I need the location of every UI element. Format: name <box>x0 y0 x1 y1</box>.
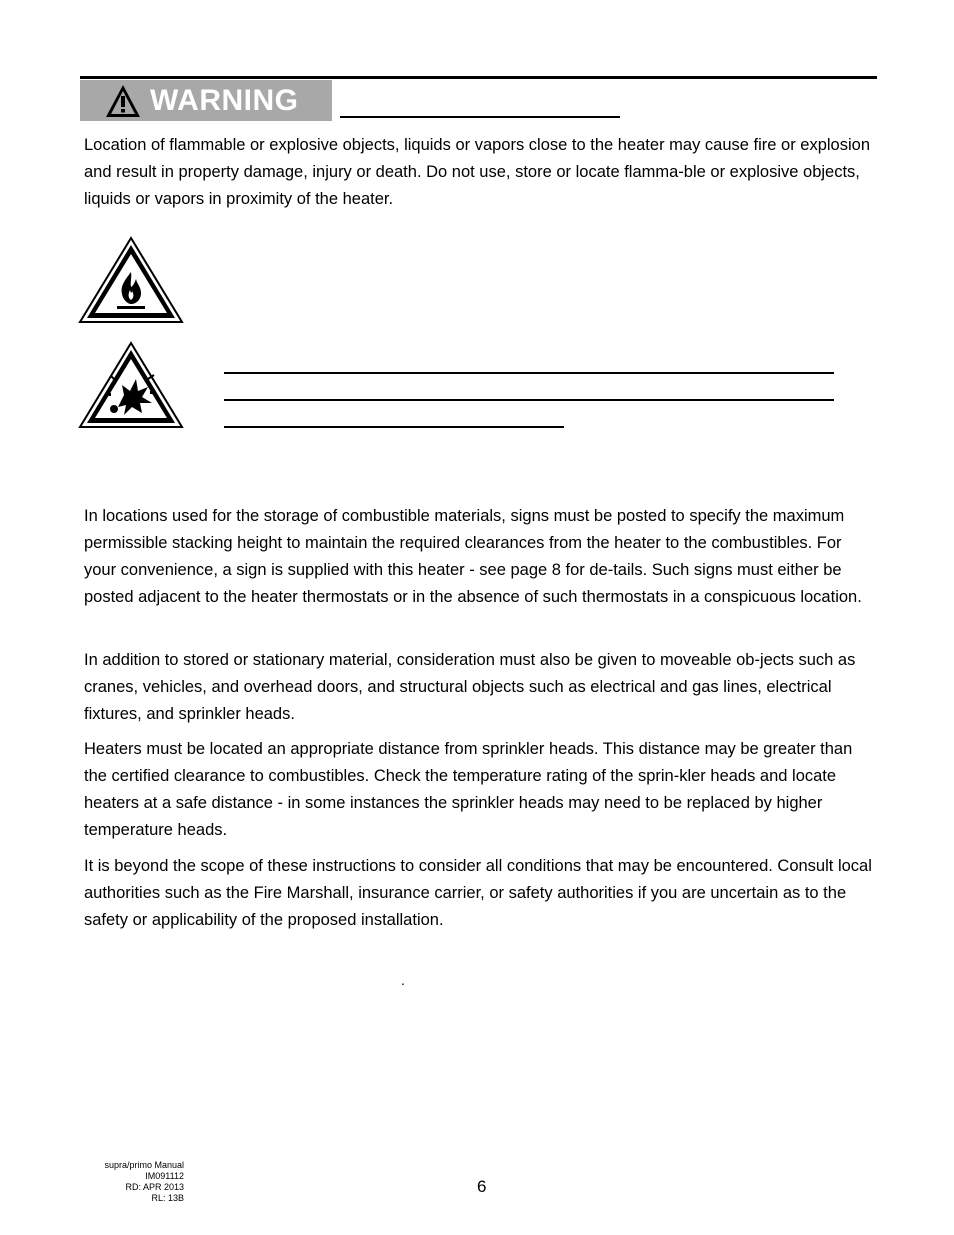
flammable-icon <box>78 236 184 324</box>
paragraph-scope: It is beyond the scope of these instructions to consider all conditions that may be encountered. Consult local authorities such as the Fire Marshall, insurance carrier, or safety authorities if you are uncertain as to the safety or applicability of the proposed installation. <box>84 857 872 929</box>
icon-underline-3 <box>224 426 564 428</box>
footer-revision-date: RD: APR 2013 <box>125 1182 184 1192</box>
footer-manual: supra/primo Manual <box>104 1160 184 1170</box>
icon-underline-2 <box>224 399 834 401</box>
warning-triangle-icon <box>104 83 142 119</box>
warning-label: WARNING <box>150 83 299 117</box>
page-number: 6 <box>477 1177 487 1196</box>
stray-period: . <box>401 972 405 988</box>
paragraph-storage-signs: In locations used for the storage of combustible materials, signs must be posted to specify the maximum permissible stacking height to maintain the required clearances from the heater to the combustibles. For your convenience, a sign is supplied with this heater - see page 8 for de-tails. Such signs must either be posted adjacent to the heater thermostats or in the absence of such thermostats in a conspicuous location. <box>84 507 862 606</box>
paragraph-hazard: Location of flammable or explosive objects, liquids or vapors close to the heater may cause fire or explosion and result in property damage, injury or death. Do not use, store or locate flamma-ble or explosive objects, liquids or vapors in proximity of the heater. <box>84 136 870 208</box>
footer-doc-id: IM091112 <box>145 1171 184 1181</box>
paragraph-moveable-objects: In addition to stored or stationary material, consideration must also be given to moveable ob-jects such as cranes, vehicles, and overhead doors, and structural objects such as electrical and gas lines, electrical fixtures, and sprinkler heads. <box>84 651 856 723</box>
footer-release: RL: 13B <box>151 1193 184 1203</box>
warning-underline <box>340 116 620 118</box>
explosive-icon <box>78 341 184 429</box>
icon-underline-1 <box>224 372 834 374</box>
paragraph-sprinkler-heads: Heaters must be located an appropriate distance from sprinkler heads. This distance may be greater than the certified clearance to combustibles. Check the temperature rating of the sprin-kler heads and locate heaters at a safe distance - in some instances the sprinkler heads may need to be replaced by higher temperature heads. <box>84 740 853 839</box>
top-rule <box>80 76 877 79</box>
warning-banner <box>80 80 332 121</box>
footer-meta <box>44 1160 184 1204</box>
